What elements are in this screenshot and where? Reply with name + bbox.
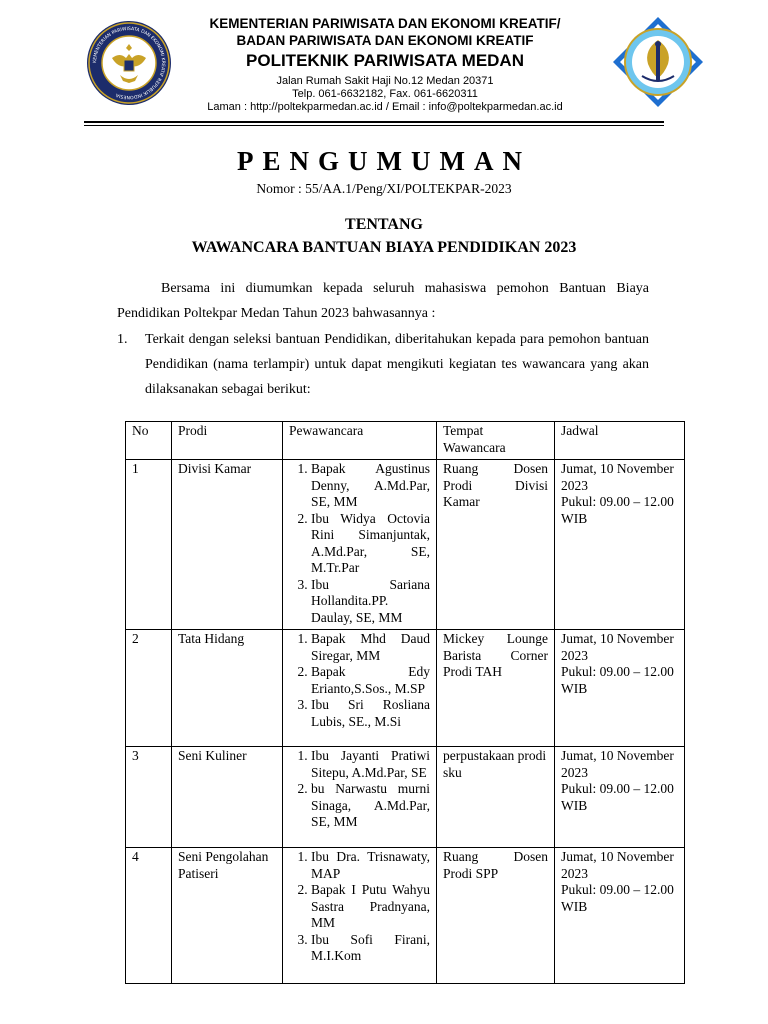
row-no: 2 <box>126 630 172 747</box>
table-row <box>126 848 685 984</box>
header-prodi: Prodi <box>172 422 283 460</box>
ministry-logo-ring-text: KEMENTERIAN PARIWISATA DAN EKONOMI KREATIF REPUBLIK INDONESIA <box>92 26 166 100</box>
institution-web: Laman : http://poltekparmedan.ac.id / Email : info@poltekparmedan.ac.id <box>207 101 563 113</box>
interview-schedule-table <box>125 421 685 984</box>
row-no: 3 <box>126 747 172 848</box>
item-paragraph: Terkait dengan seleksi bantuan Pendidikan, diberitahukan kepada para pemohon bantuan Pendidikan (nama terlampir) untuk dapat mengikuti kegiatan tes wawancara yang akan dilaksanakan sebagai berikut: <box>145 332 649 397</box>
interviewer-item: 1. Bapak Mhd Daud Siregar, MM <box>311 631 430 664</box>
schedule-date: Jumat, 10 November 2023 <box>561 461 674 493</box>
institution-name: POLITEKNIK PARIWISATA MEDAN <box>246 51 524 70</box>
schedule-date: Jumat, 10 November 2023 <box>561 748 674 780</box>
table-row <box>126 460 685 630</box>
row-schedule <box>555 848 685 984</box>
intro-paragraph: Bersama ini diumumkan kepada seluruh mahasiswa pemohon Bantuan Biaya Pendidikan Poltekpar Medan Tahun 2023 bahwasannya : <box>117 281 649 321</box>
schedule-time: Pukul: 09.00 – 12.00 WIB <box>561 781 674 813</box>
letterhead-divider <box>84 121 664 123</box>
row-interviewers <box>283 460 437 630</box>
row-interviewers <box>283 630 437 747</box>
ministry-name-line1: KEMENTERIAN PARIWISATA DAN EKONOMI KREATIF/ <box>209 16 561 31</box>
announcement-subject: WAWANCARA BANTUAN BIAYA PENDIDIKAN 2023 <box>191 239 577 256</box>
row-schedule <box>555 630 685 747</box>
table-row <box>126 747 685 848</box>
announcement-about: TENTANG <box>345 216 423 233</box>
row-prodi: Seni Pengolahan Patiseri <box>172 848 283 984</box>
row-interviewers <box>283 747 437 848</box>
interviewer-item: 3. Ibu Sariana Hollandita.PP. Daulay, SE, MM <box>311 577 430 627</box>
schedule-date: Jumat, 10 November 2023 <box>561 849 674 881</box>
institution-address: Jalan Rumah Sakit Haji No.12 Medan 20371 <box>276 75 494 87</box>
interviewer-item: 2. Ibu Widya Octovia Rini Simanjuntak, A.Md.Par, SE, M.Tr.Par <box>311 511 430 577</box>
row-place: perpustakaan prodi sku <box>437 747 555 848</box>
row-schedule <box>555 460 685 630</box>
row-interviewers <box>283 848 437 984</box>
schedule-time: Pukul: 09.00 – 12.00 WIB <box>561 494 674 526</box>
letterhead-divider-thin <box>84 125 664 126</box>
schedule-date: Jumat, 10 November 2023 <box>561 631 674 663</box>
announcement-number: Nomor : 55/AA.1/Peng/XI/POLTEKPAR-2023 <box>256 181 512 196</box>
table-header-row <box>126 422 685 460</box>
header-schedule: Jadwal <box>555 422 685 460</box>
schedule-time: Pukul: 09.00 – 12.00 WIB <box>561 882 674 914</box>
header-interviewer: Pewawancara <box>283 422 437 460</box>
announcement-title: PENGUMUMAN <box>237 146 531 176</box>
interviewer-item: 2. Bapak I Putu Wahyu Sastra Pradnyana, MM <box>311 882 430 932</box>
institution-phone: Telp. 061-6632182, Fax. 061-6620311 <box>292 88 478 100</box>
interviewer-item: 1. Ibu Jayanti Pratiwi Sitepu, A.Md.Par, SE <box>311 748 430 781</box>
row-prodi: Seni Kuliner <box>172 747 283 848</box>
row-place: Ruang Dosen Prodi Divisi Kamar <box>437 460 555 630</box>
interviewer-item: 3. Ibu Sri Rosliana Lubis, SE., M.Si <box>311 697 430 730</box>
header-no: No <box>126 422 172 460</box>
row-schedule <box>555 747 685 848</box>
row-prodi: Tata Hidang <box>172 630 283 747</box>
item-number: 1. <box>117 332 128 347</box>
schedule-time: Pukul: 09.00 – 12.00 WIB <box>561 664 674 696</box>
row-no: 1 <box>126 460 172 630</box>
interviewer-item: 2. Bapak Edy Erianto,S.Sos., M.SP <box>311 664 430 697</box>
row-place: Mickey Lounge Barista Corner Prodi TAH <box>437 630 555 747</box>
interviewer-item: 3. Ibu Sofi Firani, M.I.Kom <box>311 932 430 965</box>
interviewer-item: 2. bu Narwastu murni Sinaga, A.Md.Par, SE, MM <box>311 781 430 831</box>
table-row <box>126 630 685 747</box>
interviewer-item: 1. Bapak Agustinus Denny, A.Md.Par, SE, MM <box>311 461 430 511</box>
header-place: Tempat Wawancara <box>437 422 555 460</box>
row-no: 4 <box>126 848 172 984</box>
row-place: Ruang Dosen Prodi SPP <box>437 848 555 984</box>
row-prodi: Divisi Kamar <box>172 460 283 630</box>
poltekpar-emblem-icon <box>612 16 704 108</box>
poltekpar-logo <box>612 16 704 108</box>
interviewer-item: 1. Ibu Dra. Trisnawaty, MAP <box>311 849 430 882</box>
ministry-name-line2: BADAN PARIWISATA DAN EKONOMI KREATIF <box>236 33 534 48</box>
